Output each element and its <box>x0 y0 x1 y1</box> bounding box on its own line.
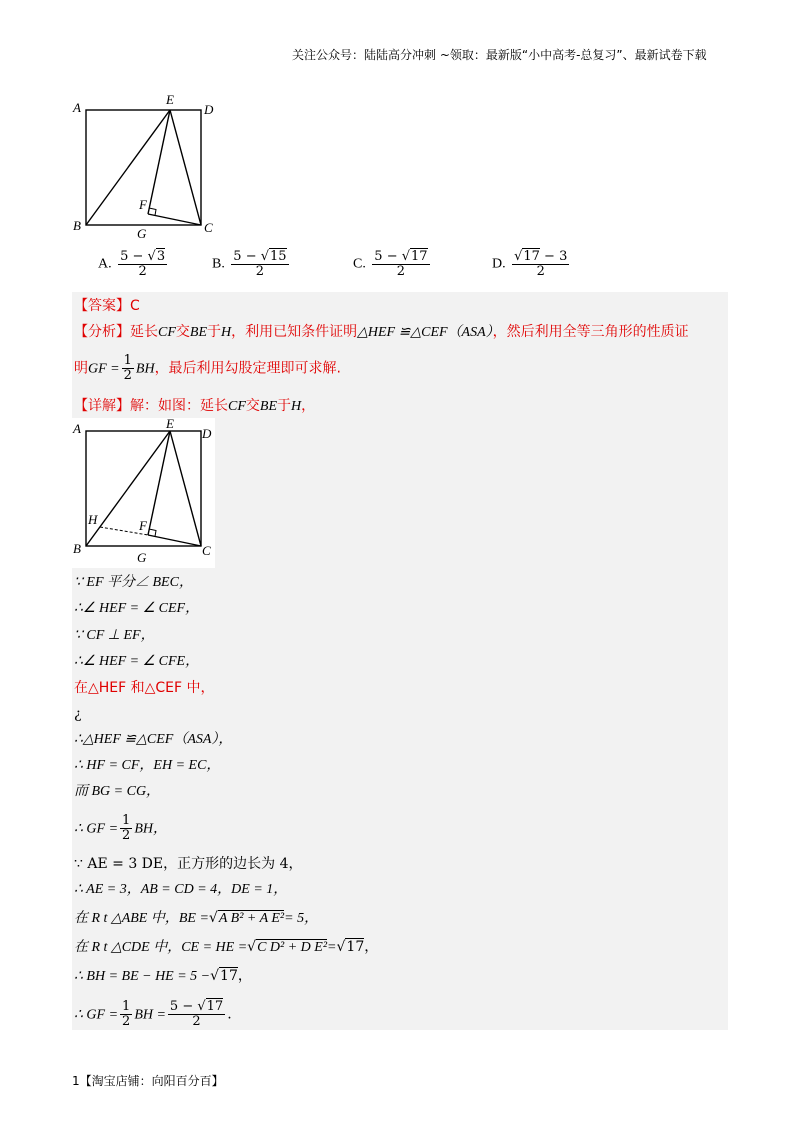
step-12: ∴ AE = 3，AB = CD = 4，DE = 1， <box>74 882 288 897</box>
option-b[interactable]: B. $\frac{5 - √15}{2}$ <box>212 249 287 279</box>
page-header: 关注公众号：陆陆高分冲刺 ~领取：最新版“小中高考-总复习”、最新试卷下载 <box>292 48 707 62</box>
step-6: ¿ <box>74 706 82 722</box>
label-g-2: G <box>137 550 147 565</box>
option-d[interactable]: D. $\frac{√17 - 3}{2}$ <box>492 249 568 279</box>
step-2: ∴∠ HEF = ∠ CEF， <box>74 601 200 616</box>
label-g: G <box>137 226 147 241</box>
step-16-fraction-result: $\frac{5 - √17}{2}$ <box>169 999 224 1029</box>
step-4: ∴∠ HEF = ∠ CFE， <box>74 654 200 669</box>
analysis-line-1: 【分析】延长CF交BE于H，利用已知条件证明△HEF ≌△CEF（ASA），然后利用全等三角形的性质证 <box>74 324 689 340</box>
label-a: A <box>73 100 81 115</box>
option-c[interactable]: C. $\frac{5 - √17}{2}$ <box>353 249 428 279</box>
step-15: ∴ BH = BE − HE = 5 −√17， <box>74 968 252 984</box>
step-11: ∵ AE = 3 DE，正方形的边长为 4， <box>74 856 303 872</box>
page-footer: 1【淘宝店铺：向阳百分百】 <box>72 1074 224 1088</box>
step-7: ∴△HEF ≌△CEF（ASA）， <box>74 732 233 747</box>
segment-fc <box>148 214 201 225</box>
step-5: 在△HEF 和△CEF 中， <box>74 680 215 696</box>
step-8: ∴ HF = CF，EH = EC， <box>74 758 221 773</box>
label-c-2: C <box>202 543 211 558</box>
option-b-fraction: $\frac{5 - √15}{2}$ <box>233 249 287 279</box>
label-e: E <box>166 92 174 107</box>
segment-ce-2 <box>170 431 201 546</box>
option-d-fraction: $\frac{√17 - 3}{2}$ <box>514 249 568 279</box>
step-1: ∵ EF 平分∠ BEC， <box>74 575 193 590</box>
label-c: C <box>204 220 213 235</box>
segment-ce <box>170 110 201 225</box>
analysis-line-2: 明GF = $\frac{1}{2}$ BH，最后利用勾股定理即可求解. <box>74 353 342 383</box>
figure-square-1 <box>70 92 220 242</box>
step-16: ∴ GF = $\frac{1}{2}$ BH = $\frac{5 - √17}{2}$ . <box>74 999 232 1029</box>
option-c-fraction: $\frac{5 - √17}{2}$ <box>374 249 428 279</box>
label-f: F <box>139 197 147 212</box>
label-b-2: B <box>73 541 81 556</box>
label-a-2: A <box>73 421 81 436</box>
step-10-fraction: $\frac{1}{2}$ <box>122 813 131 843</box>
label-f-2: F <box>139 518 147 533</box>
step-16-fraction-half: $\frac{1}{2}$ <box>122 999 131 1029</box>
label-e-2: E <box>166 418 174 431</box>
step-14: 在 R t △CDE 中，CE = HE =√C D² + D E²=√17， <box>74 939 379 955</box>
option-a-fraction: $\frac{5 - √3}{2}$ <box>120 249 166 279</box>
figure-square-2 <box>70 418 215 568</box>
answer-line: 【答案】C <box>74 298 140 314</box>
step-9: 而 BG = CG， <box>74 784 161 799</box>
step-3: ∵ CF ⊥ EF， <box>74 628 155 643</box>
detail-line: 【详解】解：如图：延长CF交BE于H， <box>74 398 316 414</box>
step-13: 在 R t △ABE 中，BE =√A B² + A E²= 5， <box>74 910 319 926</box>
segment-fc-2 <box>148 535 201 546</box>
label-d-2: D <box>202 426 212 441</box>
label-h-2: H <box>88 512 98 527</box>
label-b: B <box>73 218 81 233</box>
step-10: ∴ GF = $\frac{1}{2}$ BH， <box>74 813 167 843</box>
option-a[interactable]: A. $\frac{5 - √3}{2}$ <box>98 249 166 279</box>
label-d: D <box>204 102 214 117</box>
analysis-fraction: $\frac{1}{2}$ <box>123 353 132 383</box>
